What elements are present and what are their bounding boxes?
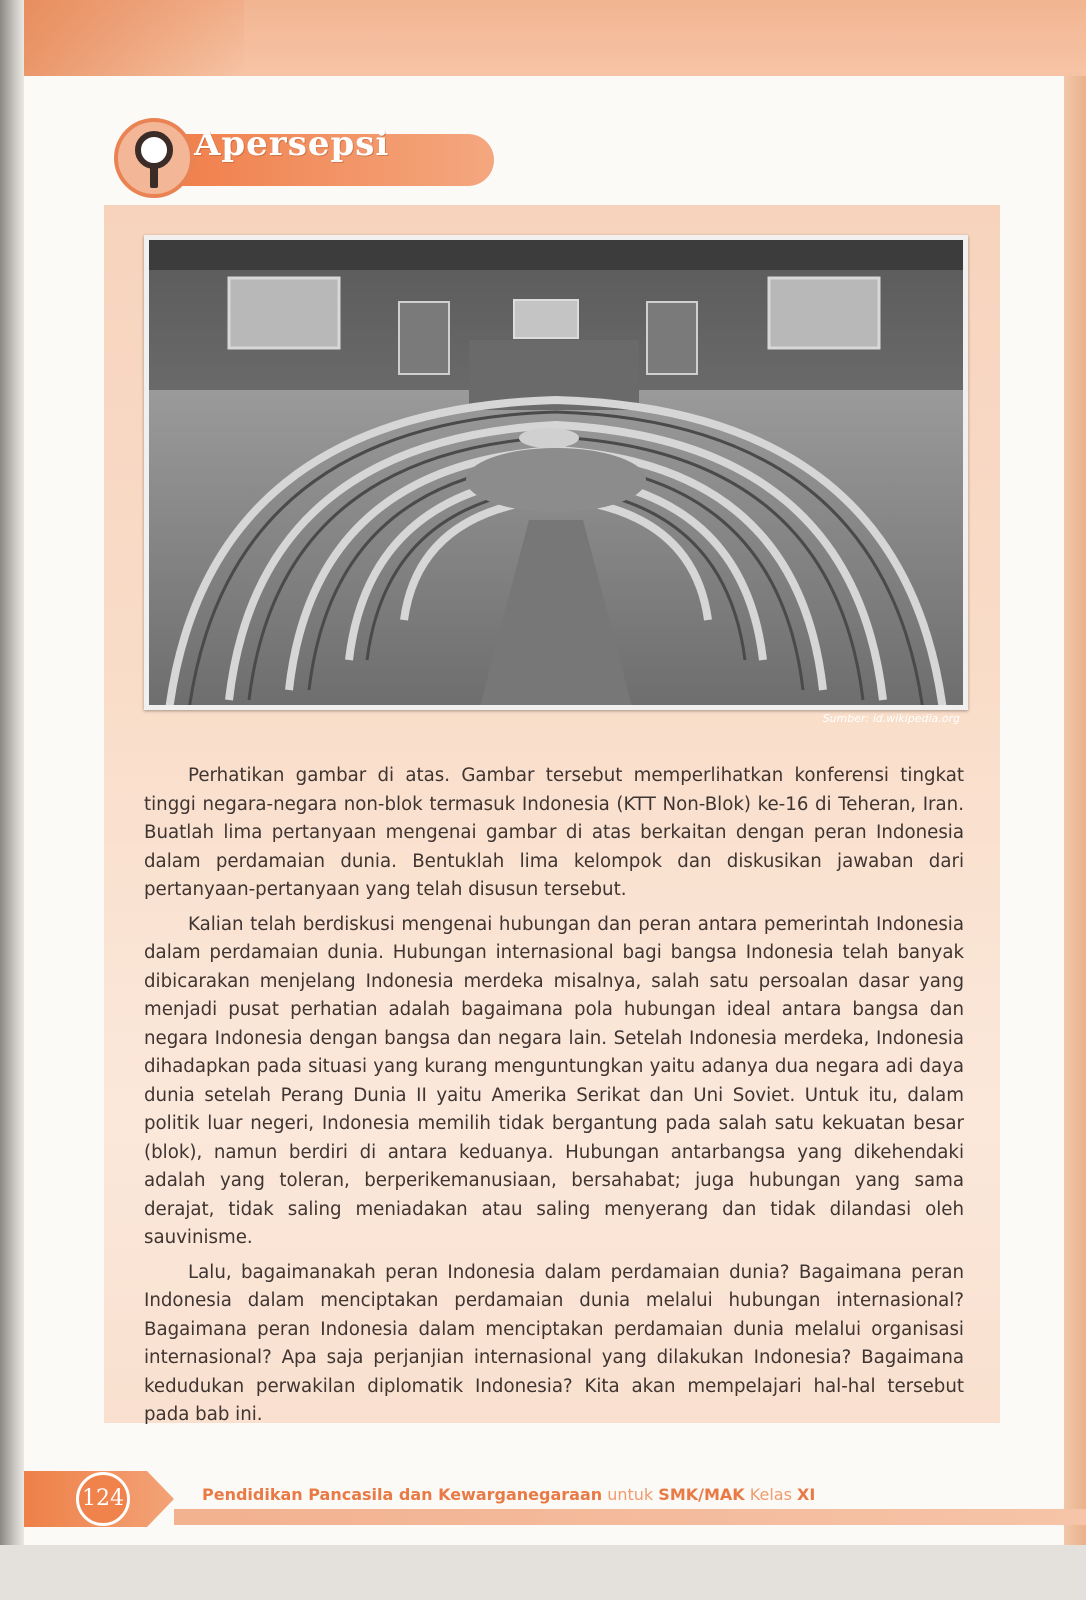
word-kelas: Kelas — [749, 1485, 792, 1504]
image-source-caption: Sumber: id.wikipedia.org — [822, 712, 960, 725]
portrait-right — [647, 302, 697, 374]
screen-left — [229, 278, 339, 348]
screen-right — [769, 278, 879, 348]
magnifier-badge — [114, 118, 194, 198]
page-right-edge — [1064, 0, 1086, 1600]
body-text — [144, 762, 964, 1436]
bottom-margin — [0, 1545, 1086, 1600]
page-binding-edge — [0, 0, 24, 1600]
footer-book-title — [202, 1485, 815, 1504]
page-footer — [24, 1465, 1086, 1535]
portrait-left — [399, 302, 449, 374]
grade-level: XI — [797, 1485, 816, 1504]
magnifier-icon — [128, 128, 184, 192]
section-header — [114, 118, 494, 204]
screen-center — [514, 300, 578, 338]
section-title: Apersepsi — [194, 124, 390, 164]
school-level: SMK/MAK — [658, 1485, 745, 1504]
paragraph-1: Perhatikan gambar di atas. Gambar tersebut memperlihatkan konferensi tingkat tinggi negara-negara non-blok termasuk Indonesia (KTT Non-Blok) ke-16 di Teheran, Iran. Buatlah lima pertanyaan mengenai gambar di atas berkaitan dengan peran Indonesia dalam perdamaian dunia. Bentuklah lima kelompok dan diskusikan jawaban dari pertanyaan-pertanyaan yang telah disusun tersebut. — [144, 765, 964, 900]
paragraph-2: Kalian telah berdiskusi mengenai hubungan dan peran antara pemerintah Indonesia dalam perdamaian dunia. Hubungan internasional bagi bangsa Indonesia telah banyak dibicarakan menjelang Indonesia merdeka misalnya, salah satu persoalan dasar yang menjadi pusat perhatian adalah bagaimana pola hubungan ideal antara bangsa dan negara Indonesia dengan bangsa dan negara lain. Setelah Indonesia merdeka, Indonesia dihadapkan pada situasi yang kurang menguntungkan yaitu adanya dua negara adi daya dunia setelah Perang Dunia II yaitu Amerika Serikat dan Uni Soviet. Untuk itu, dalam politik luar negeri, Indonesia memilih tidak bergantung pada salah satu kekuatan besar (blok), namun berdiri di antara keduanya. Hubungan antarbangsa yang dikehendaki adalah yang toleran, berperikemanusiaan, bersahabat; juga hubungan yang sama derajat, tidak saling meniadakan atau saling menyerang dan tidak dilandasi oleh sauvinisme. — [144, 913, 964, 1248]
book-title: Pendidikan Pancasila dan Kewarganegaraan — [202, 1485, 603, 1504]
page-number: 124 — [76, 1472, 130, 1526]
top-decorative-band — [24, 0, 1086, 76]
conference-photo — [144, 235, 968, 710]
paragraph-3: Lalu, bagaimanakah peran Indonesia dalam perdamaian dunia? Bagaimana peran Indonesia dalam menciptakan perdamaian dunia melalui hubungan internasional? Bagaimana peran Indonesia dalam menciptakan perdamaian dunia melalui organisasi internasional? Apa saja perjanjian internasional yang dilakukan Indonesia? Bagaimana kedudukan perwakilan diplomatik Indonesia? Kita akan mempelajari hal-hal tersebut pada bab ini. — [144, 1261, 964, 1425]
word-untuk: untuk — [607, 1485, 654, 1504]
footer-bar — [174, 1509, 1086, 1525]
